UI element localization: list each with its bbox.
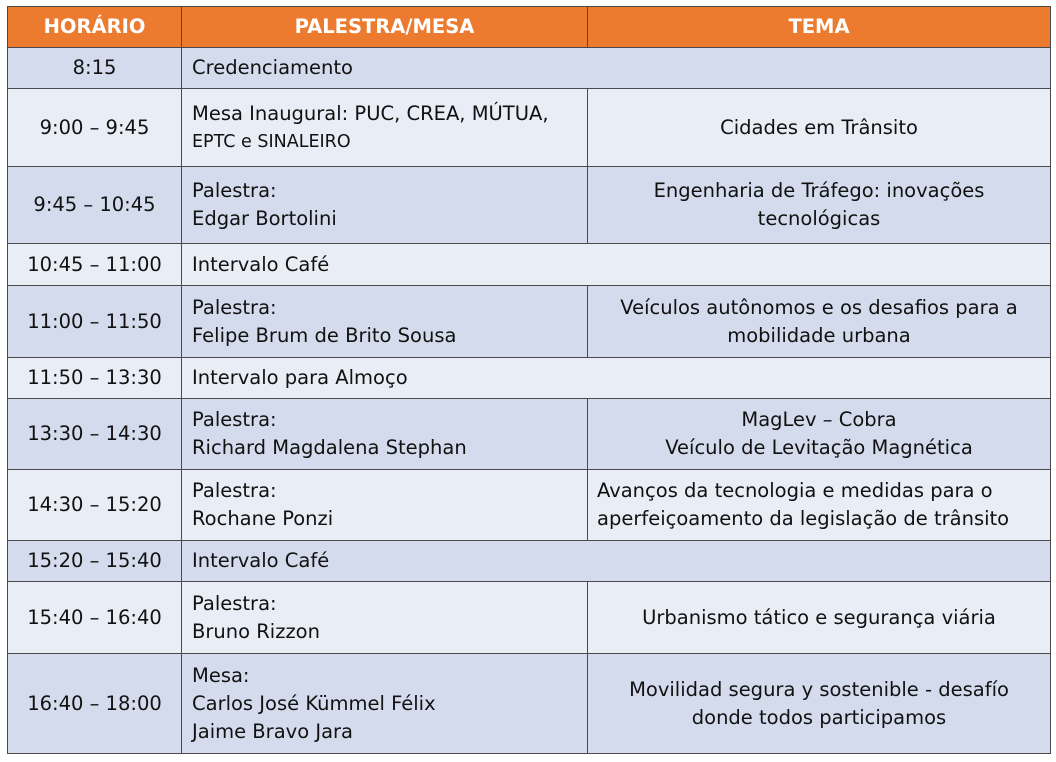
theme-line: aperfeiçoamento da legislação de trânsito	[597, 507, 1010, 530]
session-line: Palestra:	[192, 408, 277, 431]
session-line: Mesa Inaugural: PUC, CREA, MÚTUA,	[192, 101, 549, 125]
theme-cell	[588, 399, 1051, 470]
session-line: Palestra:	[192, 479, 277, 502]
time-cell: 9:45 – 10:45	[8, 167, 182, 244]
session-cell	[182, 286, 588, 358]
header-theme: TEMA	[588, 7, 1051, 48]
table-row	[8, 286, 1051, 358]
theme-line: Veículo de Levitação Magnética	[665, 436, 973, 459]
header-time: HORÁRIO	[8, 7, 182, 48]
session-cell	[182, 399, 588, 470]
table-row	[8, 399, 1051, 470]
theme-line: mobilidade urbana	[727, 323, 911, 347]
theme-line: donde todos participamos	[691, 705, 947, 729]
table-row	[8, 654, 1051, 754]
time-cell: 15:40 – 16:40	[8, 582, 182, 654]
session-cell	[182, 167, 588, 244]
theme-cell	[588, 470, 1051, 541]
table-row	[8, 358, 1051, 399]
session-line: Palestra:	[192, 591, 277, 615]
session-line: Carlos José Kümmel Félix	[192, 691, 436, 715]
theme-line: tecnológicas	[757, 207, 881, 230]
header-row	[8, 7, 1051, 48]
session-cell	[182, 470, 588, 541]
table-row	[8, 89, 1051, 167]
time-cell: 9:00 – 9:45	[8, 89, 182, 167]
session-line: Credenciamento	[192, 56, 353, 79]
theme-cell	[588, 89, 1051, 167]
session-line: Bruno Rizzon	[192, 619, 320, 643]
time-cell: 13:30 – 14:30	[8, 399, 182, 470]
schedule-table	[7, 6, 1051, 754]
session-cell	[182, 654, 588, 754]
time-cell: 14:30 – 15:20	[8, 470, 182, 541]
table-row	[8, 470, 1051, 541]
session-line: Intervalo para Almoço	[192, 366, 408, 389]
time-cell: 16:40 – 18:00	[8, 654, 182, 754]
session-cell	[182, 582, 588, 654]
theme-cell	[588, 286, 1051, 358]
session-cell	[182, 541, 1051, 582]
theme-line: Cidades em Trânsito	[720, 115, 918, 139]
theme-line: Avanços da tecnologia e medidas para o	[597, 479, 993, 502]
theme-cell	[588, 582, 1051, 654]
theme-cell	[588, 654, 1051, 754]
session-line: Palestra:	[192, 295, 277, 319]
theme-line: Engenharia de Tráfego: inovações	[653, 179, 985, 202]
header-session: PALESTRA/MESA	[182, 7, 588, 48]
theme-line: MagLev – Cobra	[741, 408, 897, 431]
theme-line: Urbanismo tático e segurança viária	[642, 605, 996, 629]
theme-line: Movilidad segura y sostenible - desafío	[629, 677, 1009, 701]
time-cell: 11:50 – 13:30	[8, 358, 182, 399]
session-line: Rochane Ponzi	[192, 507, 334, 530]
time-cell: 15:20 – 15:40	[8, 541, 182, 582]
session-cell	[182, 358, 1051, 399]
session-cell	[182, 89, 588, 167]
session-line: Palestra:	[192, 179, 277, 202]
table-row	[8, 244, 1051, 286]
table-row	[8, 167, 1051, 244]
time-cell: 11:00 – 11:50	[8, 286, 182, 358]
session-line: EPTC e SINALEIRO	[192, 131, 351, 152]
table-row	[8, 582, 1051, 654]
session-cell	[182, 244, 1051, 286]
session-line: Intervalo Café	[192, 549, 330, 572]
theme-cell	[588, 167, 1051, 244]
session-cell	[182, 48, 1051, 89]
session-line: Mesa:	[192, 663, 250, 687]
theme-line: Veículos autônomos e os desafios para a	[620, 295, 1018, 319]
table-row	[8, 48, 1051, 89]
session-line: Jaime Bravo Jara	[192, 719, 353, 743]
session-line: Richard Magdalena Stephan	[192, 436, 467, 459]
time-cell: 8:15	[8, 48, 182, 89]
table-row	[8, 541, 1051, 582]
time-cell: 10:45 – 11:00	[8, 244, 182, 286]
session-line: Felipe Brum de Brito Sousa	[192, 323, 457, 347]
session-line: Edgar Bortolini	[192, 207, 337, 230]
session-line: Intervalo Café	[192, 252, 330, 276]
